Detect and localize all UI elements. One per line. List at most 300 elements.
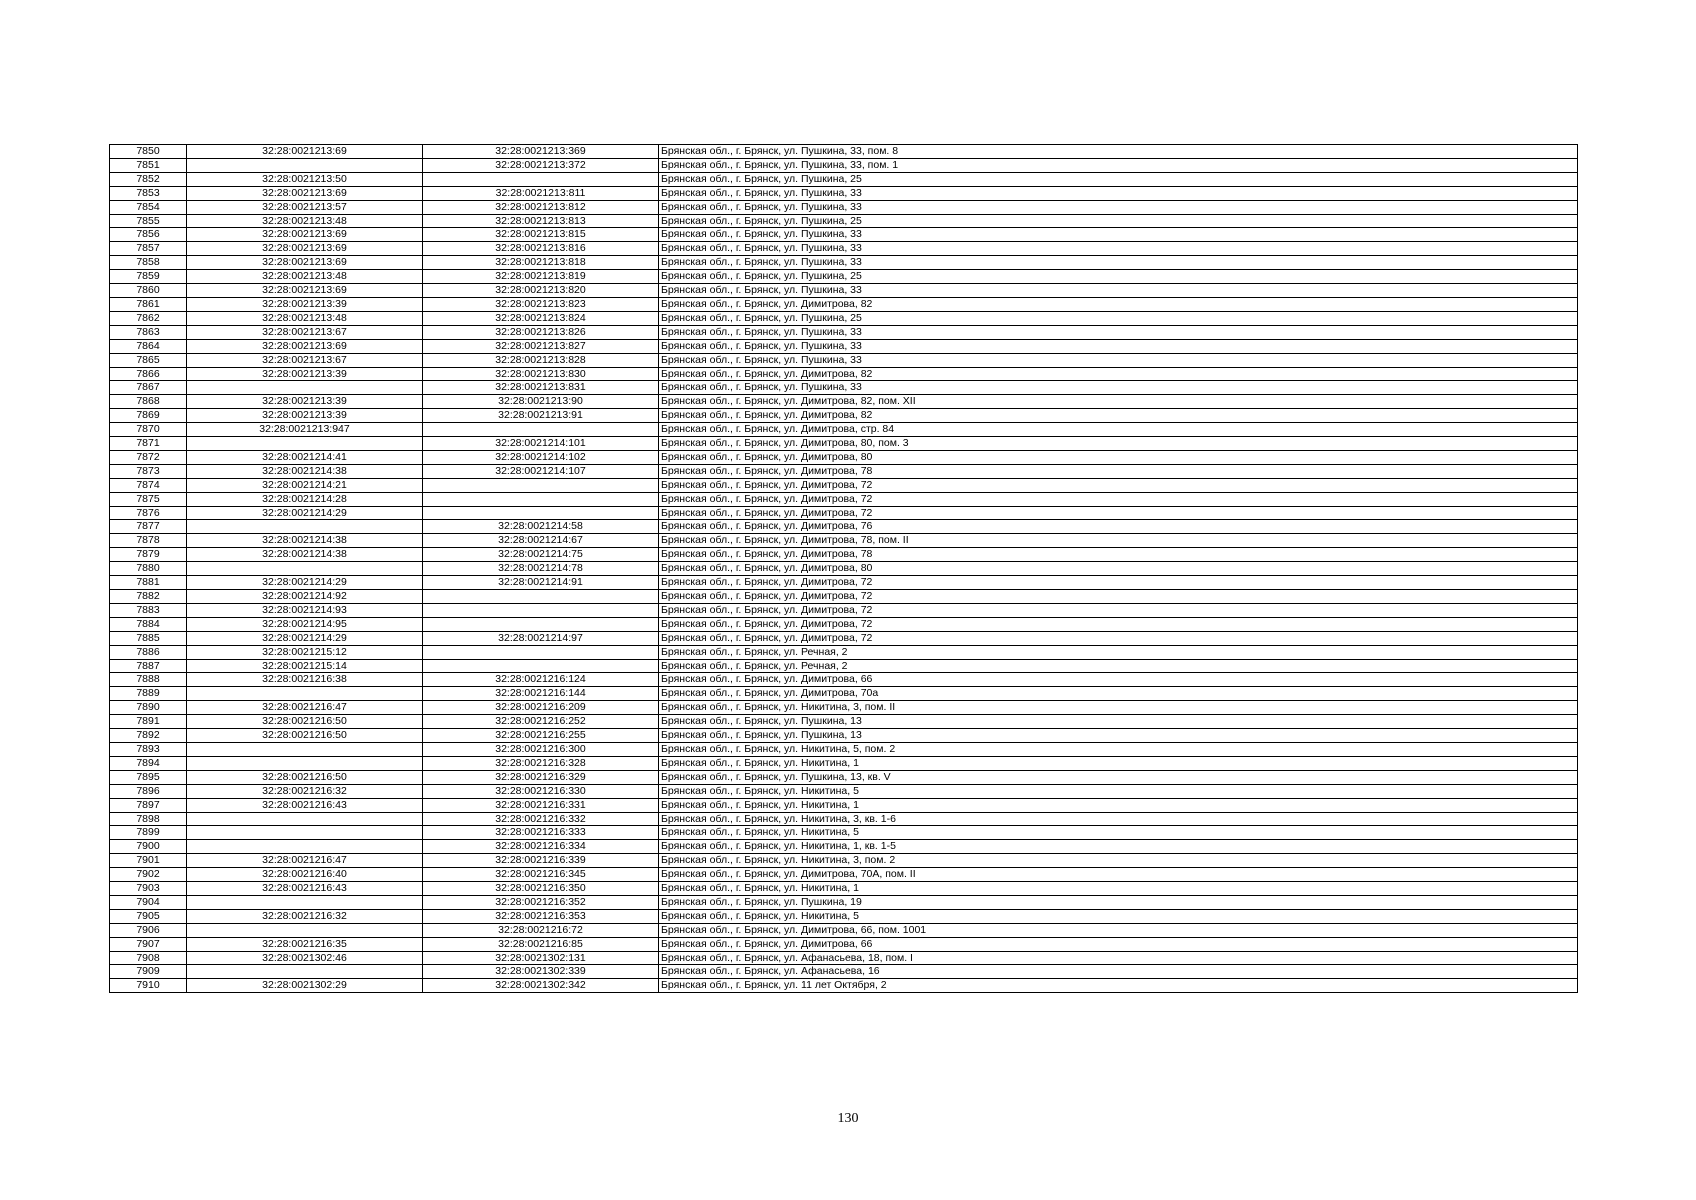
address-cell: Брянская обл., г. Брянск, ул. Пушкина, 25 [659,270,1578,284]
address-cell: Брянская обл., г. Брянск, ул. Афанасьева, 18, пом. I [659,951,1578,965]
row-number-cell: 7908 [110,951,187,965]
row-number-cell: 7895 [110,770,187,784]
row-number-cell: 7880 [110,562,187,576]
row-number-cell: 7856 [110,228,187,242]
row-number-cell: 7852 [110,172,187,186]
address-cell: Брянская обл., г. Брянск, ул. Димитрова, 80 [659,450,1578,464]
address-cell: Брянская обл., г. Брянск, ул. Димитрова, 72 [659,617,1578,631]
table-row [110,701,1578,715]
row-number-cell: 7883 [110,603,187,617]
object-cadastral-number-cell: 32:28:0021214:78 [423,562,659,576]
row-number-cell: 7900 [110,840,187,854]
object-cadastral-number-cell: 32:28:0021216:144 [423,687,659,701]
table-row [110,784,1578,798]
land-cadastral-number-cell [187,840,423,854]
land-cadastral-number-cell [187,562,423,576]
land-cadastral-number-cell: 32:28:0021215:14 [187,659,423,673]
object-cadastral-number-cell: 32:28:0021214:58 [423,520,659,534]
row-number-cell: 7903 [110,882,187,896]
row-number-cell: 7870 [110,423,187,437]
object-cadastral-number-cell [423,645,659,659]
table-row [110,409,1578,423]
row-number-cell: 7891 [110,715,187,729]
land-cadastral-number-cell: 32:28:0021213:50 [187,172,423,186]
address-cell: Брянская обл., г. Брянск, ул. Пушкина, 33 [659,325,1578,339]
land-cadastral-number-cell: 32:28:0021213:69 [187,228,423,242]
object-cadastral-number-cell: 32:28:0021213:372 [423,158,659,172]
address-cell: Брянская обл., г. Брянск, ул. Афанасьева, 16 [659,965,1578,979]
address-cell: Брянская обл., г. Брянск, ул. Пушкина, 33 [659,381,1578,395]
address-cell: Брянская обл., г. Брянск, ул. Димитрова, 72 [659,576,1578,590]
table-row [110,770,1578,784]
object-cadastral-number-cell [423,603,659,617]
table-row [110,617,1578,631]
row-number-cell: 7890 [110,701,187,715]
row-number-cell: 7896 [110,784,187,798]
land-cadastral-number-cell [187,520,423,534]
land-cadastral-number-cell: 32:28:0021214:29 [187,506,423,520]
address-cell: Брянская обл., г. Брянск, ул. Димитрова, 82, пом. XII [659,395,1578,409]
object-cadastral-number-cell: 32:28:0021213:369 [423,145,659,159]
table-row [110,284,1578,298]
table-row [110,353,1578,367]
land-cadastral-number-cell: 32:28:0021216:35 [187,937,423,951]
land-cadastral-number-cell: 32:28:0021214:28 [187,492,423,506]
row-number-cell: 7907 [110,937,187,951]
land-cadastral-number-cell: 32:28:0021216:43 [187,798,423,812]
land-cadastral-number-cell: 32:28:0021216:40 [187,868,423,882]
land-cadastral-number-cell: 32:28:0021215:12 [187,645,423,659]
object-cadastral-number-cell: 32:28:0021216:72 [423,923,659,937]
land-cadastral-number-cell: 32:28:0021213:69 [187,256,423,270]
row-number-cell: 7906 [110,923,187,937]
row-number-cell: 7864 [110,339,187,353]
land-cadastral-number-cell [187,687,423,701]
table-row [110,645,1578,659]
land-cadastral-number-cell: 32:28:0021214:93 [187,603,423,617]
land-cadastral-number-cell: 32:28:0021214:29 [187,576,423,590]
table-row [110,464,1578,478]
address-cell: Брянская обл., г. Брянск, ул. Пушкина, 13, кв. V [659,770,1578,784]
address-cell: Брянская обл., г. Брянск, ул. Димитрова, 72 [659,590,1578,604]
address-cell: Брянская обл., г. Брянск, ул. Речная, 2 [659,659,1578,673]
address-cell: Брянская обл., г. Брянск, ул. Димитрова, 66, пом. 1001 [659,923,1578,937]
address-cell: Брянская обл., г. Брянск, ул. Димитрова, 72 [659,492,1578,506]
table-row [110,715,1578,729]
address-cell: Брянская обл., г. Брянск, ул. Никитина, 5 [659,909,1578,923]
address-cell: Брянская обл., г. Брянск, ул. Пушкина, 33, пом. 1 [659,158,1578,172]
table-row [110,478,1578,492]
row-number-cell: 7894 [110,756,187,770]
row-number-cell: 7859 [110,270,187,284]
land-cadastral-number-cell: 32:28:0021216:32 [187,909,423,923]
address-cell: Брянская обл., г. Брянск, ул. Димитрова, 72 [659,603,1578,617]
object-cadastral-number-cell: 32:28:0021214:75 [423,548,659,562]
address-cell: Брянская обл., г. Брянск, ул. Никитина, 3, пом. 2 [659,854,1578,868]
address-cell: Брянская обл., г. Брянск, ул. Димитрова, 78, пом. II [659,534,1578,548]
table-row [110,186,1578,200]
object-cadastral-number-cell: 32:28:0021216:329 [423,770,659,784]
table-row [110,297,1578,311]
land-cadastral-number-cell: 32:28:0021213:947 [187,423,423,437]
address-cell: Брянская обл., г. Брянск, ул. Никитина, 3, кв. 1-6 [659,812,1578,826]
row-number-cell: 7876 [110,506,187,520]
land-cadastral-number-cell: 32:28:0021302:29 [187,979,423,993]
object-cadastral-number-cell: 32:28:0021216:85 [423,937,659,951]
object-cadastral-number-cell: 32:28:0021216:300 [423,742,659,756]
address-cell: Брянская обл., г. Брянск, ул. Димитрова, 80 [659,562,1578,576]
table-row [110,256,1578,270]
row-number-cell: 7854 [110,200,187,214]
row-number-cell: 7855 [110,214,187,228]
row-number-cell: 7850 [110,145,187,159]
address-cell: Брянская обл., г. Брянск, ул. Пушкина, 33 [659,353,1578,367]
address-cell: Брянская обл., г. Брянск, ул. Димитрова, 76 [659,520,1578,534]
row-number-cell: 7872 [110,450,187,464]
land-cadastral-number-cell: 32:28:0021214:21 [187,478,423,492]
land-cadastral-number-cell: 32:28:0021213:48 [187,214,423,228]
land-cadastral-number-cell [187,381,423,395]
land-cadastral-number-cell: 32:28:0021213:69 [187,242,423,256]
land-cadastral-number-cell [187,895,423,909]
land-cadastral-number-cell: 32:28:0021216:50 [187,729,423,743]
table-row [110,270,1578,284]
table-row [110,158,1578,172]
land-cadastral-number-cell [187,158,423,172]
object-cadastral-number-cell: 32:28:0021216:345 [423,868,659,882]
land-cadastral-number-cell [187,756,423,770]
table-row [110,882,1578,896]
land-cadastral-number-cell: 32:28:0021213:48 [187,311,423,325]
object-cadastral-number-cell [423,492,659,506]
row-number-cell: 7851 [110,158,187,172]
address-cell: Брянская обл., г. Брянск, ул. Пушкина, 33 [659,284,1578,298]
row-number-cell: 7887 [110,659,187,673]
land-cadastral-number-cell: 32:28:0021214:38 [187,464,423,478]
address-cell: Брянская обл., г. Брянск, ул. Димитрова, 78 [659,464,1578,478]
object-cadastral-number-cell: 32:28:0021213:820 [423,284,659,298]
land-cadastral-number-cell: 32:28:0021213:39 [187,297,423,311]
land-cadastral-number-cell [187,965,423,979]
table-row [110,367,1578,381]
table-row [110,214,1578,228]
object-cadastral-number-cell: 32:28:0021214:101 [423,437,659,451]
row-number-cell: 7863 [110,325,187,339]
object-cadastral-number-cell: 32:28:0021216:331 [423,798,659,812]
objects-table [109,144,1578,993]
row-number-cell: 7892 [110,729,187,743]
land-cadastral-number-cell: 32:28:0021214:41 [187,450,423,464]
object-cadastral-number-cell: 32:28:0021214:91 [423,576,659,590]
table-row [110,576,1578,590]
table-row [110,534,1578,548]
address-cell: Брянская обл., г. Брянск, ул. Никитина, 5 [659,826,1578,840]
row-number-cell: 7901 [110,854,187,868]
object-cadastral-number-cell: 32:28:0021216:334 [423,840,659,854]
object-cadastral-number-cell: 32:28:0021216:209 [423,701,659,715]
address-cell: Брянская обл., г. Брянск, ул. Димитрова, 66 [659,937,1578,951]
table-row [110,603,1578,617]
address-cell: Брянская обл., г. Брянск, ул. Димитрова, 82 [659,367,1578,381]
object-cadastral-number-cell: 32:28:0021216:352 [423,895,659,909]
table-row [110,937,1578,951]
object-cadastral-number-cell [423,659,659,673]
row-number-cell: 7893 [110,742,187,756]
table-row [110,200,1578,214]
row-number-cell: 7878 [110,534,187,548]
table-row [110,450,1578,464]
object-cadastral-number-cell [423,617,659,631]
object-cadastral-number-cell: 32:28:0021216:255 [423,729,659,743]
table-row [110,172,1578,186]
row-number-cell: 7886 [110,645,187,659]
table-row [110,520,1578,534]
table-row [110,826,1578,840]
table-row [110,687,1578,701]
row-number-cell: 7904 [110,895,187,909]
table-row [110,145,1578,159]
object-cadastral-number-cell: 32:28:0021213:812 [423,200,659,214]
row-number-cell: 7905 [110,909,187,923]
land-cadastral-number-cell: 32:28:0021213:67 [187,325,423,339]
row-number-cell: 7871 [110,437,187,451]
object-cadastral-number-cell: 32:28:0021216:330 [423,784,659,798]
object-cadastral-number-cell [423,172,659,186]
address-cell: Брянская обл., г. Брянск, ул. Пушкина, 33 [659,228,1578,242]
row-number-cell: 7902 [110,868,187,882]
address-cell: Брянская обл., г. Брянск, ул. Димитрова, 72 [659,478,1578,492]
address-cell: Брянская обл., г. Брянск, ул. Димитрова, 70А, пом. II [659,868,1578,882]
table-row [110,492,1578,506]
address-cell: Брянская обл., г. Брянск, ул. Димитрова, 80, пом. 3 [659,437,1578,451]
object-cadastral-number-cell: 32:28:0021302:339 [423,965,659,979]
object-cadastral-number-cell: 32:28:0021216:333 [423,826,659,840]
table-row [110,325,1578,339]
address-cell: Брянская обл., г. Брянск, ул. Пушкина, 25 [659,172,1578,186]
address-cell: Брянская обл., г. Брянск, ул. Димитрова, 78 [659,548,1578,562]
table-row [110,562,1578,576]
land-cadastral-number-cell [187,923,423,937]
table-body [110,145,1578,993]
address-cell: Брянская обл., г. Брянск, ул. Димитрова, стр. 84 [659,423,1578,437]
object-cadastral-number-cell: 32:28:0021216:350 [423,882,659,896]
table-row [110,506,1578,520]
row-number-cell: 7862 [110,311,187,325]
land-cadastral-number-cell: 32:28:0021216:38 [187,673,423,687]
address-cell: Брянская обл., г. Брянск, ул. Пушкина, 33 [659,186,1578,200]
row-number-cell: 7889 [110,687,187,701]
address-cell: Брянская обл., г. Брянск, ул. Димитрова, 82 [659,297,1578,311]
row-number-cell: 7884 [110,617,187,631]
row-number-cell: 7866 [110,367,187,381]
object-cadastral-number-cell: 32:28:0021213:819 [423,270,659,284]
object-cadastral-number-cell: 32:28:0021214:97 [423,631,659,645]
row-number-cell: 7885 [110,631,187,645]
row-number-cell: 7910 [110,979,187,993]
row-number-cell: 7879 [110,548,187,562]
row-number-cell: 7857 [110,242,187,256]
table-row [110,395,1578,409]
table-row [110,909,1578,923]
row-number-cell: 7881 [110,576,187,590]
row-number-cell: 7873 [110,464,187,478]
object-cadastral-number-cell: 32:28:0021213:811 [423,186,659,200]
table-row [110,979,1578,993]
table-row [110,868,1578,882]
table-row [110,381,1578,395]
table-row [110,840,1578,854]
land-cadastral-number-cell: 32:28:0021213:39 [187,367,423,381]
table-row [110,631,1578,645]
row-number-cell: 7865 [110,353,187,367]
address-cell: Брянская обл., г. Брянск, ул. Никитина, 1 [659,882,1578,896]
land-cadastral-number-cell: 32:28:0021216:32 [187,784,423,798]
row-number-cell: 7860 [110,284,187,298]
address-cell: Брянская обл., г. Брянск, ул. Пушкина, 33 [659,339,1578,353]
table-row [110,854,1578,868]
land-cadastral-number-cell: 32:28:0021213:67 [187,353,423,367]
row-number-cell: 7897 [110,798,187,812]
table-row [110,311,1578,325]
object-cadastral-number-cell [423,590,659,604]
address-cell: Брянская обл., г. Брянск, ул. Пушкина, 33 [659,200,1578,214]
object-cadastral-number-cell [423,423,659,437]
land-cadastral-number-cell: 32:28:0021214:29 [187,631,423,645]
table-row [110,812,1578,826]
object-cadastral-number-cell: 32:28:0021213:813 [423,214,659,228]
row-number-cell: 7875 [110,492,187,506]
object-cadastral-number-cell: 32:28:0021213:830 [423,367,659,381]
table-row [110,756,1578,770]
land-cadastral-number-cell: 32:28:0021216:50 [187,715,423,729]
object-cadastral-number-cell: 32:28:0021213:828 [423,353,659,367]
address-cell: Брянская обл., г. Брянск, ул. Пушкина, 25 [659,311,1578,325]
row-number-cell: 7909 [110,965,187,979]
object-cadastral-number-cell: 32:28:0021216:332 [423,812,659,826]
land-cadastral-number-cell: 32:28:0021213:69 [187,145,423,159]
object-cadastral-number-cell: 32:28:0021213:823 [423,297,659,311]
land-cadastral-number-cell: 32:28:0021214:95 [187,617,423,631]
land-cadastral-number-cell: 32:28:0021213:69 [187,284,423,298]
object-cadastral-number-cell: 32:28:0021216:252 [423,715,659,729]
table-row [110,742,1578,756]
table-row [110,673,1578,687]
address-cell: Брянская обл., г. Брянск, ул. Пушкина, 33, пом. 8 [659,145,1578,159]
row-number-cell: 7869 [110,409,187,423]
land-cadastral-number-cell [187,826,423,840]
table-row [110,590,1578,604]
address-cell: Брянская обл., г. Брянск, ул. Никитина, 3, пом. II [659,701,1578,715]
land-cadastral-number-cell [187,812,423,826]
address-cell: Брянская обл., г. Брянск, ул. Речная, 2 [659,645,1578,659]
land-cadastral-number-cell: 32:28:0021213:39 [187,409,423,423]
address-cell: Брянская обл., г. Брянск, ул. Пушкина, 13 [659,729,1578,743]
address-cell: Брянская обл., г. Брянск, ул. Пушкина, 33 [659,256,1578,270]
table-row [110,895,1578,909]
address-cell: Брянская обл., г. Брянск, ул. Пушкина, 33 [659,242,1578,256]
table-row [110,437,1578,451]
address-cell: Брянская обл., г. Брянск, ул. Никитина, 5 [659,784,1578,798]
object-cadastral-number-cell [423,478,659,492]
object-cadastral-number-cell: 32:28:0021216:328 [423,756,659,770]
object-cadastral-number-cell: 32:28:0021213:816 [423,242,659,256]
land-cadastral-number-cell [187,437,423,451]
land-cadastral-number-cell: 32:28:0021216:50 [187,770,423,784]
address-cell: Брянская обл., г. Брянск, ул. Димитрова, 66 [659,673,1578,687]
land-cadastral-number-cell: 32:28:0021213:39 [187,395,423,409]
object-cadastral-number-cell: 32:28:0021213:90 [423,395,659,409]
address-cell: Брянская обл., г. Брянск, ул. Никитина, 1, кв. 1-5 [659,840,1578,854]
address-cell: Брянская обл., г. Брянск, ул. Димитрова, 72 [659,506,1578,520]
address-cell: Брянская обл., г. Брянск, ул. Пушкина, 19 [659,895,1578,909]
land-cadastral-number-cell: 32:28:0021302:46 [187,951,423,965]
land-cadastral-number-cell: 32:28:0021213:48 [187,270,423,284]
row-number-cell: 7882 [110,590,187,604]
object-cadastral-number-cell: 32:28:0021213:824 [423,311,659,325]
object-cadastral-number-cell: 32:28:0021213:831 [423,381,659,395]
land-cadastral-number-cell: 32:28:0021216:43 [187,882,423,896]
address-cell: Брянская обл., г. Брянск, ул. Димитрова, 72 [659,631,1578,645]
page-number: 130 [837,1111,859,1126]
object-cadastral-number-cell: 32:28:0021302:342 [423,979,659,993]
row-number-cell: 7867 [110,381,187,395]
table-row [110,228,1578,242]
object-cadastral-number-cell: 32:28:0021216:124 [423,673,659,687]
address-cell: Брянская обл., г. Брянск, ул. Никитина, 5, пом. 2 [659,742,1578,756]
land-cadastral-number-cell: 32:28:0021214:38 [187,548,423,562]
object-cadastral-number-cell [423,506,659,520]
table-row [110,965,1578,979]
table-row [110,951,1578,965]
table-row [110,729,1578,743]
object-cadastral-number-cell: 32:28:0021213:826 [423,325,659,339]
address-cell: Брянская обл., г. Брянск, ул. Пушкина, 25 [659,214,1578,228]
row-number-cell: 7899 [110,826,187,840]
address-cell: Брянская обл., г. Брянск, ул. Никитина, 1 [659,798,1578,812]
row-number-cell: 7888 [110,673,187,687]
table-row [110,923,1578,937]
object-cadastral-number-cell: 32:28:0021216:339 [423,854,659,868]
object-cadastral-number-cell: 32:28:0021214:102 [423,450,659,464]
address-cell: Брянская обл., г. Брянск, ул. Димитрова, 70а [659,687,1578,701]
object-cadastral-number-cell: 32:28:0021213:815 [423,228,659,242]
row-number-cell: 7853 [110,186,187,200]
row-number-cell: 7868 [110,395,187,409]
table-row [110,548,1578,562]
land-cadastral-number-cell: 32:28:0021213:69 [187,339,423,353]
object-cadastral-number-cell: 32:28:0021213:818 [423,256,659,270]
object-cadastral-number-cell: 32:28:0021216:353 [423,909,659,923]
address-cell: Брянская обл., г. Брянск, ул. Пушкина, 13 [659,715,1578,729]
land-cadastral-number-cell [187,742,423,756]
object-cadastral-number-cell: 32:28:0021213:91 [423,409,659,423]
row-number-cell: 7877 [110,520,187,534]
table-row [110,659,1578,673]
row-number-cell: 7861 [110,297,187,311]
land-cadastral-number-cell: 32:28:0021213:57 [187,200,423,214]
table-row [110,798,1578,812]
land-cadastral-number-cell: 32:28:0021214:92 [187,590,423,604]
row-number-cell: 7874 [110,478,187,492]
land-cadastral-number-cell: 32:28:0021216:47 [187,701,423,715]
object-cadastral-number-cell: 32:28:0021302:131 [423,951,659,965]
address-cell: Брянская обл., г. Брянск, ул. Никитина, 1 [659,756,1578,770]
object-cadastral-number-cell: 32:28:0021214:107 [423,464,659,478]
row-number-cell: 7898 [110,812,187,826]
address-cell: Брянская обл., г. Брянск, ул. Димитрова, 82 [659,409,1578,423]
land-cadastral-number-cell: 32:28:0021216:47 [187,854,423,868]
table-row [110,242,1578,256]
